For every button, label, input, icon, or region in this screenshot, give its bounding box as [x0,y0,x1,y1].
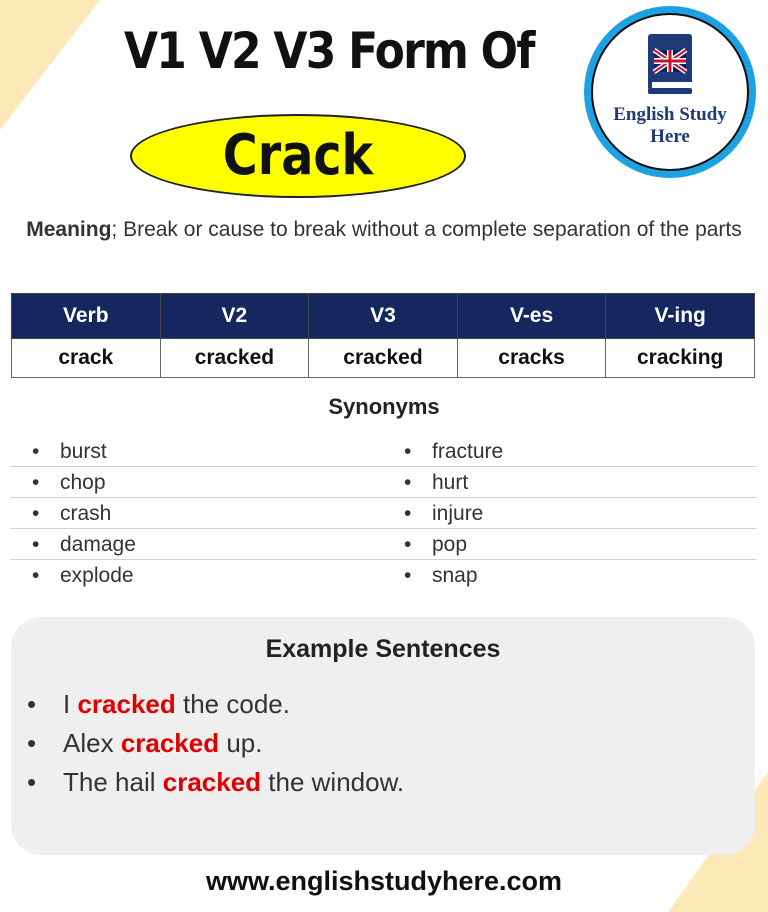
cell-v3: cracked [309,339,458,378]
sentence-text: the code. [175,689,290,719]
logo-line-2: Here [650,126,690,147]
book-flag-icon [640,32,700,98]
list-item: • pop [382,529,756,560]
cell-v-ing: cracking [606,339,755,378]
sentence-text: I [63,689,78,719]
header-verb: Verb [12,294,161,339]
sentence-text: The hail [63,767,163,797]
meaning-definition: ; Break or cause to break without a complete separation of the parts [111,218,742,241]
footer-url[interactable]: www.englishstudyhere.com [205,866,563,896]
corner-decoration-top-left [0,0,100,130]
list-item: • fracture [382,436,756,467]
examples-list [27,685,404,802]
cell-v2: cracked [160,339,309,378]
list-item: • chop [10,467,382,498]
list-item: • snap [382,560,756,591]
list-item: • crash [10,498,382,529]
list-item: • burst [10,436,382,467]
table-row [12,339,755,378]
header-v3: V3 [309,294,458,339]
list-item: • explode [10,560,382,591]
sentence-text: the window. [261,767,405,797]
verb-heading: Crack [222,123,374,188]
table-header-row [12,294,755,339]
cell-v-es: cracks [457,339,606,378]
header-v-ing: V-ing [606,294,755,339]
list-item: • hurt [382,467,756,498]
example-sentence [27,763,404,802]
examples-title: Example Sentences [265,635,501,663]
example-sentence [27,724,404,763]
list-item: • damage [10,529,382,560]
list-item: • injure [382,498,756,529]
example-sentence [27,685,404,724]
highlighted-verb: cracked [162,767,262,797]
meaning-label: Meaning [26,218,112,241]
synonyms-left-list [10,436,382,591]
highlighted-verb: cracked [77,689,176,719]
cell-verb: crack [12,339,161,378]
highlighted-verb: cracked [120,728,220,758]
header-v-es: V-es [457,294,606,339]
synonyms-title: Synonyms [328,394,440,419]
site-logo[interactable] [584,6,756,178]
logo-line-1: English Study [613,104,727,125]
example-sentences-box [11,617,755,855]
verb-forms-table [11,293,755,378]
page-title: V1 V2 V3 Form Of [124,22,534,80]
logo-text [584,104,756,148]
header-v2: V2 [160,294,309,339]
meaning-text [10,214,758,246]
sentence-text: Alex [63,728,121,758]
synonyms-right-list [382,436,756,591]
sentence-text: up. [219,728,263,758]
